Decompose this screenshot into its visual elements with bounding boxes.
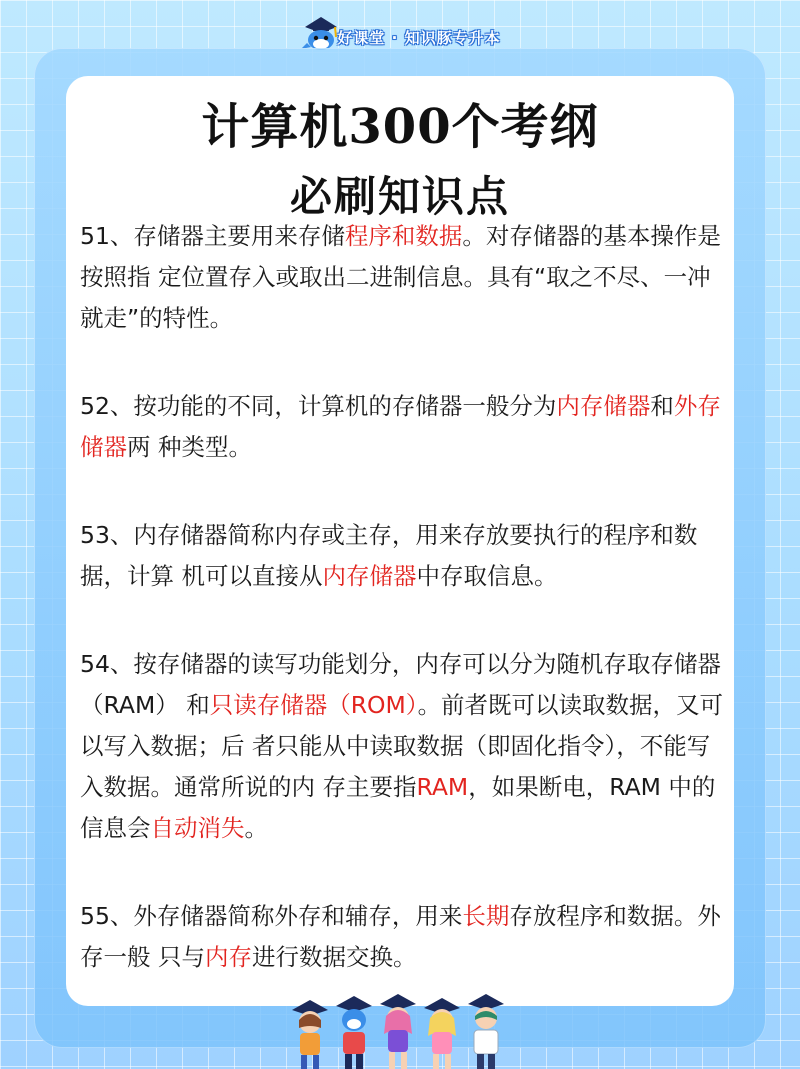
point-text: 进行数据交换。 [251,943,417,971]
brand-name: 好课堂 · 知识豚专升本 [337,28,501,47]
highlight-text: RAM [416,773,469,801]
highlight-text: 程序和数据 [344,222,463,250]
point-text: 52、按功能的不同，计算机的存储器一般分为 [80,392,557,420]
point-text: 存放程序和数据。外存一般 只与 [80,902,721,971]
highlight-text: 外存储器 [80,392,721,461]
highlight-text: 内存 [204,943,252,971]
knowledge-point [80,515,726,597]
point-text: 。 [244,814,268,842]
knowledge-point [80,896,726,978]
point-text: 。对存储器的基本操作是按照指 定位置存入或取出二进制信息。具有“取之不尽、一冲就走”的特性。 [80,222,721,332]
highlight-text: 自动消失 [150,814,245,842]
page-subtitle: 必刷知识点 [289,172,510,221]
knowledge-points [80,216,726,1025]
cartoon-students-group-icon [288,990,512,1069]
point-text: 和 [650,392,674,420]
highlight-text: 内存储器 [322,562,417,590]
point-text: 两 种类型。 [127,433,252,461]
page-title: 计算机300个考纲 [201,99,599,155]
point-text: 51、存储器主要用来存储 [80,222,345,250]
point-text: 53、内存储器简称内存或主存，用来存放要执行的程序和数据，计算 机可以直接从 [80,521,698,590]
highlight-text: 长期 [462,902,510,930]
point-text: 54、按存储器的读写功能划分，内存可以分为随机存取存储器（RAM） 和 [80,650,721,719]
point-text: ，如果断电，RAM 中的信息会 [80,773,716,842]
knowledge-point [80,216,726,339]
highlight-text: 内存储器 [556,392,651,420]
point-text: 。前者既可以读取数据，又可以写入数据；后 者只能从中读取数据（即固化指令），不能写入数据。通常所说的内 存主要指 [80,691,724,801]
highlight-text: 只读存储器（ROM） [209,691,418,719]
point-text: 55、外存储器简称外存和辅存，用来 [80,902,463,930]
point-text: 中存取信息。 [416,562,558,590]
knowledge-point [80,644,726,849]
knowledge-point [80,386,726,468]
